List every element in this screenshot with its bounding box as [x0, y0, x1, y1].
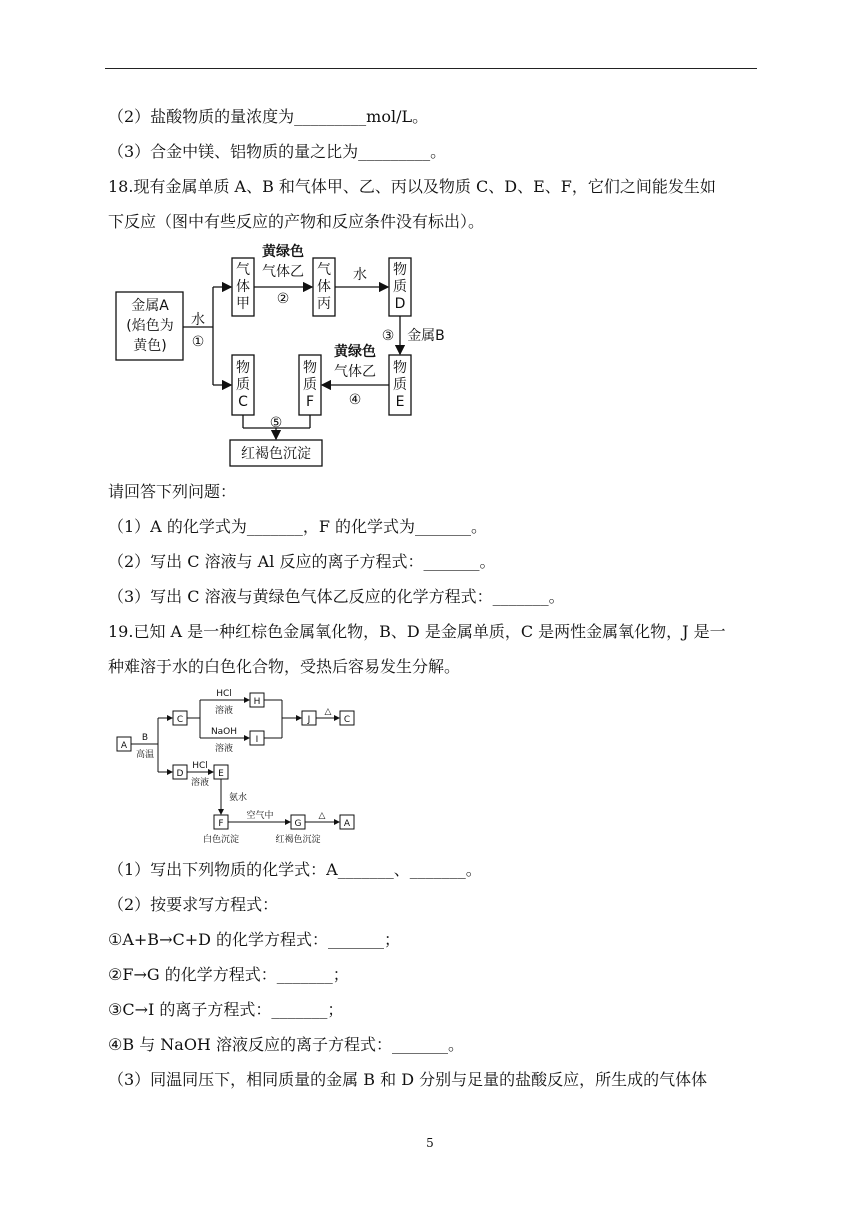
gas-jia-3: 甲 [236, 296, 250, 312]
gas-yi-2: 气体乙 [334, 364, 376, 380]
reaction-diagram-18 [110, 240, 460, 470]
question-18-part-3: （3）写出 C 溶液与黄绿色气体乙反应的化学方程式：_______。 [108, 587, 565, 606]
water-label-1: 水 [191, 312, 205, 328]
label-high-temp: 高温 [135, 750, 155, 760]
yellow-green-2: 黄绿色 [334, 344, 376, 360]
node-j: J [307, 715, 311, 725]
question-19-part-2b: ②F→G 的化学方程式：_______； [108, 965, 349, 984]
question-19-part-2d: ④B 与 NaOH 溶液反应的离子方程式：_______。 [108, 1035, 464, 1054]
question-19-part-2: （2）按要求写方程式： [108, 895, 279, 914]
question-19-part-3: （3）同温同压下，相同质量的金属 B 和 D 分别与足量的盐酸反应，所生成的气体体 [108, 1070, 708, 1089]
gas-yi-1: 气体乙 [262, 264, 304, 280]
node-d: D [176, 769, 184, 779]
precipitate-label: 红褐色沉淀 [241, 446, 311, 462]
subst-e-1: 物 [393, 360, 407, 376]
question-19-stem-2: 种难溶于水的白色化合物，受热后容易发生分解。 [108, 657, 461, 676]
question-19-part-1: （1）写出下列物质的化学式：A_______、_______。 [108, 860, 482, 879]
node-c-2: C [343, 715, 351, 725]
subst-c-1: 物 [236, 360, 250, 376]
gas-bing-1: 气 [317, 262, 331, 278]
node-f: F [218, 819, 224, 829]
gas-jia-1: 气 [236, 262, 250, 278]
subst-f-2: 质 [303, 377, 317, 393]
subst-c-2: 质 [236, 377, 250, 393]
question-19-part-2a: ①A+B→C+D 的化学方程式：_______； [108, 930, 401, 949]
gas-bing-2: 体 [317, 279, 331, 295]
question-18-prompt: 请回答下列问题： [108, 482, 237, 501]
step-4-label: ④ [348, 392, 362, 408]
question-17-part-3: （3）合金中镁、铝物质的量之比为_________。 [108, 142, 447, 161]
step-3-label: ③ [381, 328, 395, 344]
label-heat-1: △ [324, 707, 332, 717]
label-solution-3: 溶液 [190, 778, 210, 788]
node-a-2: A [343, 819, 351, 829]
step-2-label: ② [276, 291, 290, 307]
question-18-part-2: （2）写出 C 溶液与 Al 反应的离子方程式：_______。 [108, 552, 496, 571]
step-5-label: ⑤ [269, 415, 283, 431]
label-solution-1: 溶液 [214, 706, 234, 716]
page-number: 5 [426, 1136, 434, 1150]
question-17-part-2: （2）盐酸物质的量浓度为_________mol/L。 [108, 107, 429, 126]
question-18-stem-1: 18.现有金属单质 A、B 和气体甲、乙、丙以及物质 C、D、E、F，它们之间能发生如 [108, 177, 716, 196]
node-c: C [176, 715, 184, 725]
subst-c-3: C [238, 394, 248, 410]
label-hcl-1: HCl [216, 689, 232, 699]
label-white-precipitate: 白色沉淀 [202, 835, 240, 845]
label-b: B [141, 733, 149, 743]
label-naoh: NaOH [210, 727, 238, 737]
label-heat-2: △ [318, 811, 326, 821]
gas-jia-2: 体 [236, 279, 250, 295]
node-e: E [218, 769, 224, 779]
metal-a-label-3: 黄色) [133, 338, 167, 354]
subst-f-3: F [305, 394, 315, 410]
metal-b-label: 金属B [407, 328, 445, 344]
label-hcl-2: HCl [192, 761, 208, 771]
question-18-stem-2: 下反应（图中有些反应的产物和反应条件没有标出）。 [108, 212, 485, 231]
node-h: H [253, 697, 261, 707]
label-solution-2: 溶液 [214, 744, 234, 754]
node-g: G [294, 819, 302, 829]
question-19-part-2c: ③C→I 的离子方程式：_______； [108, 1000, 344, 1019]
step-1-label: ① [191, 334, 205, 350]
reaction-diagram-19 [110, 685, 370, 845]
label-red-brown-precipitate: 红褐色沉淀 [275, 835, 321, 845]
gas-bing-3: 丙 [317, 296, 331, 312]
label-in-air: 空气中 [246, 811, 274, 821]
subst-d-1: 物 [393, 262, 407, 278]
subst-d-2: 质 [393, 279, 407, 295]
node-i: I [255, 735, 259, 745]
question-18-part-1: （1）A 的化学式为_______，F 的化学式为_______。 [108, 517, 488, 536]
subst-e-2: 质 [393, 377, 407, 393]
node-a: A [120, 741, 128, 751]
metal-a-label-1: 金属A [131, 298, 169, 314]
subst-e-3: E [395, 394, 405, 410]
subst-f-1: 物 [303, 360, 317, 376]
subst-d-3: D [394, 296, 406, 312]
header-rule [105, 68, 757, 69]
metal-a-label-2: (焰色为 [126, 318, 174, 334]
label-ammonia: 氨水 [228, 793, 248, 803]
question-19-stem-1: 19.已知 A 是一种红棕色金属氧化物，B、D 是金属单质，C 是两性金属氧化物，J 是一 [108, 622, 726, 641]
yellow-green-1: 黄绿色 [262, 244, 304, 260]
water-label-2: 水 [353, 267, 367, 283]
